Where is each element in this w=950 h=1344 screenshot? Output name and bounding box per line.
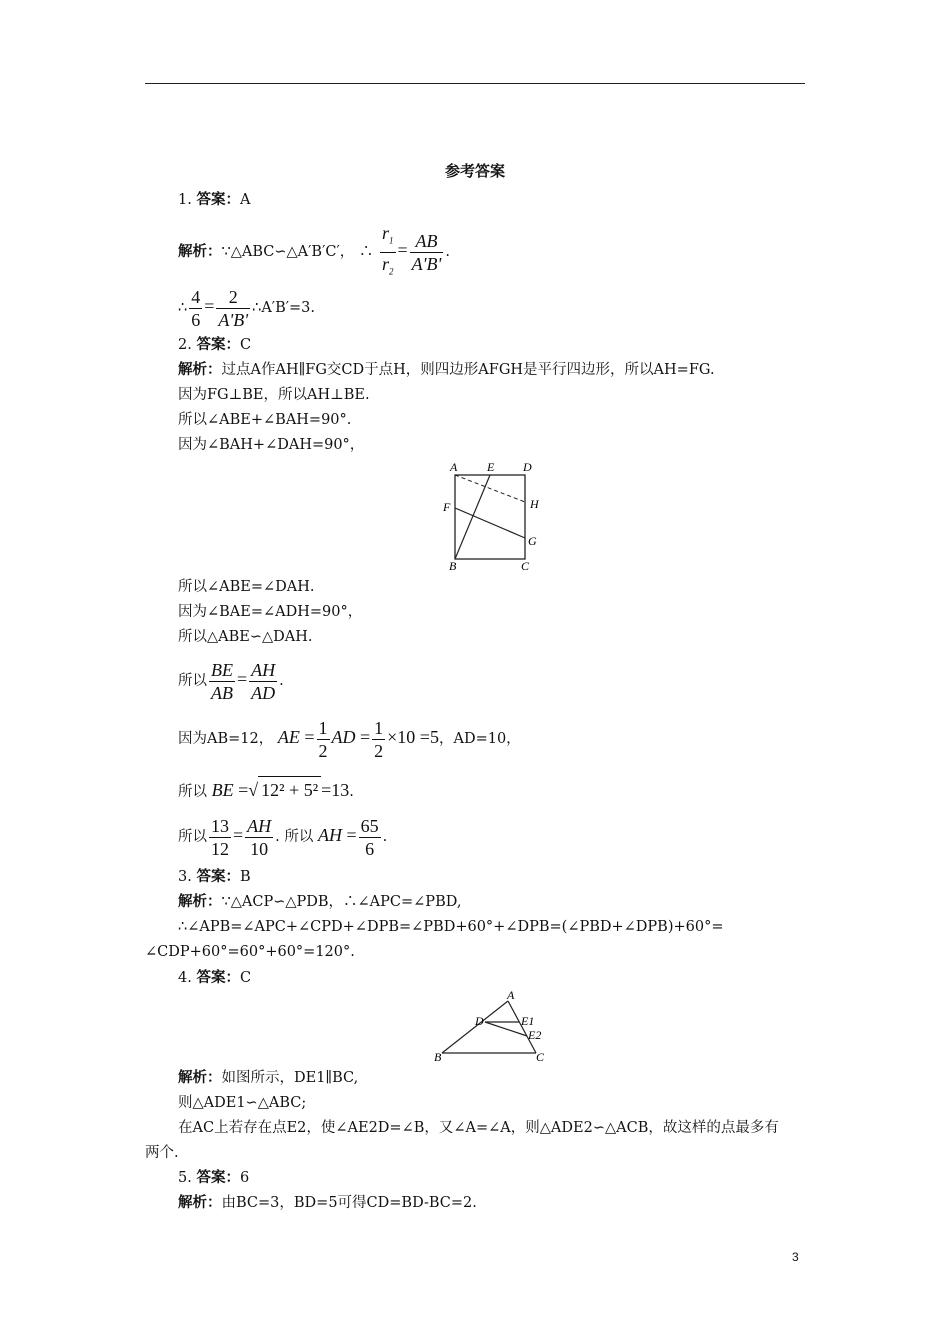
q1-result: ∴A′B′=3. bbox=[252, 300, 316, 316]
q1-label: 1. bbox=[178, 192, 192, 208]
q2-label-f: F bbox=[443, 500, 451, 514]
page-title: 参考答案 bbox=[444, 162, 505, 180]
q4-explain-line3: 在AC上若存在点E2，使∠AE2D=∠B，又∠A=∠A，则△ADE2∽△ACB，故这样的点最多有 bbox=[178, 1120, 779, 1136]
q4-triangle-figure bbox=[428, 988, 558, 1064]
q4-answer-line: 4. 答案：C bbox=[178, 970, 252, 986]
q2-answer: C bbox=[239, 337, 252, 353]
q1-fraction-2-apbp: $\frac{2}{A'B'}$ bbox=[218, 286, 249, 330]
q5-answer-line: 5. 答案：6 bbox=[178, 1170, 250, 1186]
q1-fraction-ab: $\frac{AB}{A'B'}$ bbox=[411, 230, 442, 274]
header-rule bbox=[145, 83, 805, 84]
q2-explain-line10: 所以 BE =√ 12² + 5² =13. bbox=[178, 776, 354, 805]
q1-explain-line1: 解析：∵△ABC∽△A′B′C′， ∴ $\frac{r_1}{r_2}$ = $\frac{AB}{A'B'}$ . bbox=[178, 222, 450, 282]
q2-square-figure bbox=[438, 458, 548, 574]
q2-explain-line3: 所以∠ABE+∠BAH=90°. bbox=[178, 412, 352, 428]
page-number: 3 bbox=[792, 1250, 799, 1264]
q1-therefore: ∴ bbox=[358, 244, 374, 261]
q1-answer: A bbox=[239, 192, 251, 208]
q1-fraction-r: $\frac{r_1}{r_2}$ bbox=[381, 223, 394, 277]
q1-explain-label: 解析： bbox=[178, 244, 222, 261]
q1-explain-line2: ∴ $\frac{4}{6}$ = $\frac{2}{A'B'}$ ∴A′B′=3. bbox=[178, 286, 316, 330]
q2-explain-line6: 因为∠BAE=∠ADH=90°， bbox=[178, 604, 363, 620]
q4-explain-line4: 两个. bbox=[145, 1145, 179, 1161]
q3-explain-line3: ∠CDP+60°=60°+60°=120°. bbox=[145, 944, 355, 960]
q1-fraction-46: $\frac{4}{6}$ bbox=[191, 286, 201, 330]
q2-explain-line9: 因为AB=12， AE = $\frac{1}{2}$ AD = $\frac{1}{2}$ ×10 =5，AD=10， bbox=[178, 717, 521, 761]
q2-explain-line8: 所以 $\frac{BE}{AB}$ = $\frac{AH}{AD}$ . bbox=[178, 659, 284, 703]
q3-answer-line: 3. 答案：B bbox=[178, 869, 251, 885]
q2-label-a: A bbox=[450, 460, 458, 474]
q4-label-e1: E1 bbox=[521, 1014, 535, 1028]
q4-label-d: D bbox=[475, 1014, 484, 1028]
q4-explain-line1: 解析：如图所示，DE1∥BC, bbox=[178, 1070, 359, 1086]
q2-label-b: B bbox=[449, 559, 457, 573]
q2-label-e: E bbox=[487, 460, 495, 474]
q3-explain-line1: 解析：∵△ACP∽△PDB，∴∠APC=∠PBD, bbox=[178, 894, 462, 910]
q4-answer: C bbox=[239, 970, 252, 986]
q2-explain-line11: 所以 $\frac{13}{12}$ = $\frac{AH}{10}$ . 所以 AH = $\frac{65}{6}$ . bbox=[178, 815, 388, 859]
q4-label-b: B bbox=[434, 1050, 442, 1064]
q4-label-c: C bbox=[536, 1050, 545, 1064]
q2-explain-line7: 所以△ABE∽△DAH. bbox=[178, 629, 313, 645]
q1-answer-line bbox=[178, 190, 250, 210]
q1-explain-text: ∵△ABC∽△A′B′C′， bbox=[221, 244, 355, 261]
q4-label-e2: E2 bbox=[528, 1028, 542, 1042]
q2-label-h: H bbox=[530, 497, 539, 511]
q4-label-a: A bbox=[507, 988, 515, 1002]
q2-label-c: C bbox=[521, 559, 530, 573]
q4-explain-line2: 则△ADE1∽△ABC; bbox=[178, 1095, 307, 1111]
q2-explain-line1: 解析：过点A作AH∥FG交CD于点H，则四边形AFGH是平行四边形，所以AH=FG. bbox=[178, 362, 715, 378]
q2-explain-line4: 因为∠BAH+∠DAH=90°， bbox=[178, 437, 365, 453]
q5-explain-line1: 解析：由BC=3，BD=5可得CD=BD-BC=2. bbox=[178, 1195, 477, 1211]
q1-answer-label: 答案： bbox=[196, 192, 240, 208]
q2-answer-line: 2. 答案：C bbox=[178, 337, 252, 353]
q2-label-d: D bbox=[523, 460, 532, 474]
q3-answer: B bbox=[239, 869, 251, 885]
q2-explain-line5: 所以∠ABE=∠DAH. bbox=[178, 579, 315, 595]
q3-explain-line2: ∴∠APB=∠APC+∠CPD+∠DPB=∠PBD+60°+∠DPB=(∠PBD+∠DPB)+60°= bbox=[178, 919, 724, 935]
q5-answer: 6 bbox=[239, 1170, 250, 1186]
q2-label-g: G bbox=[528, 534, 537, 548]
q2-explain-line2: 因为FG⊥BE，所以AH⊥BE. bbox=[178, 387, 370, 403]
